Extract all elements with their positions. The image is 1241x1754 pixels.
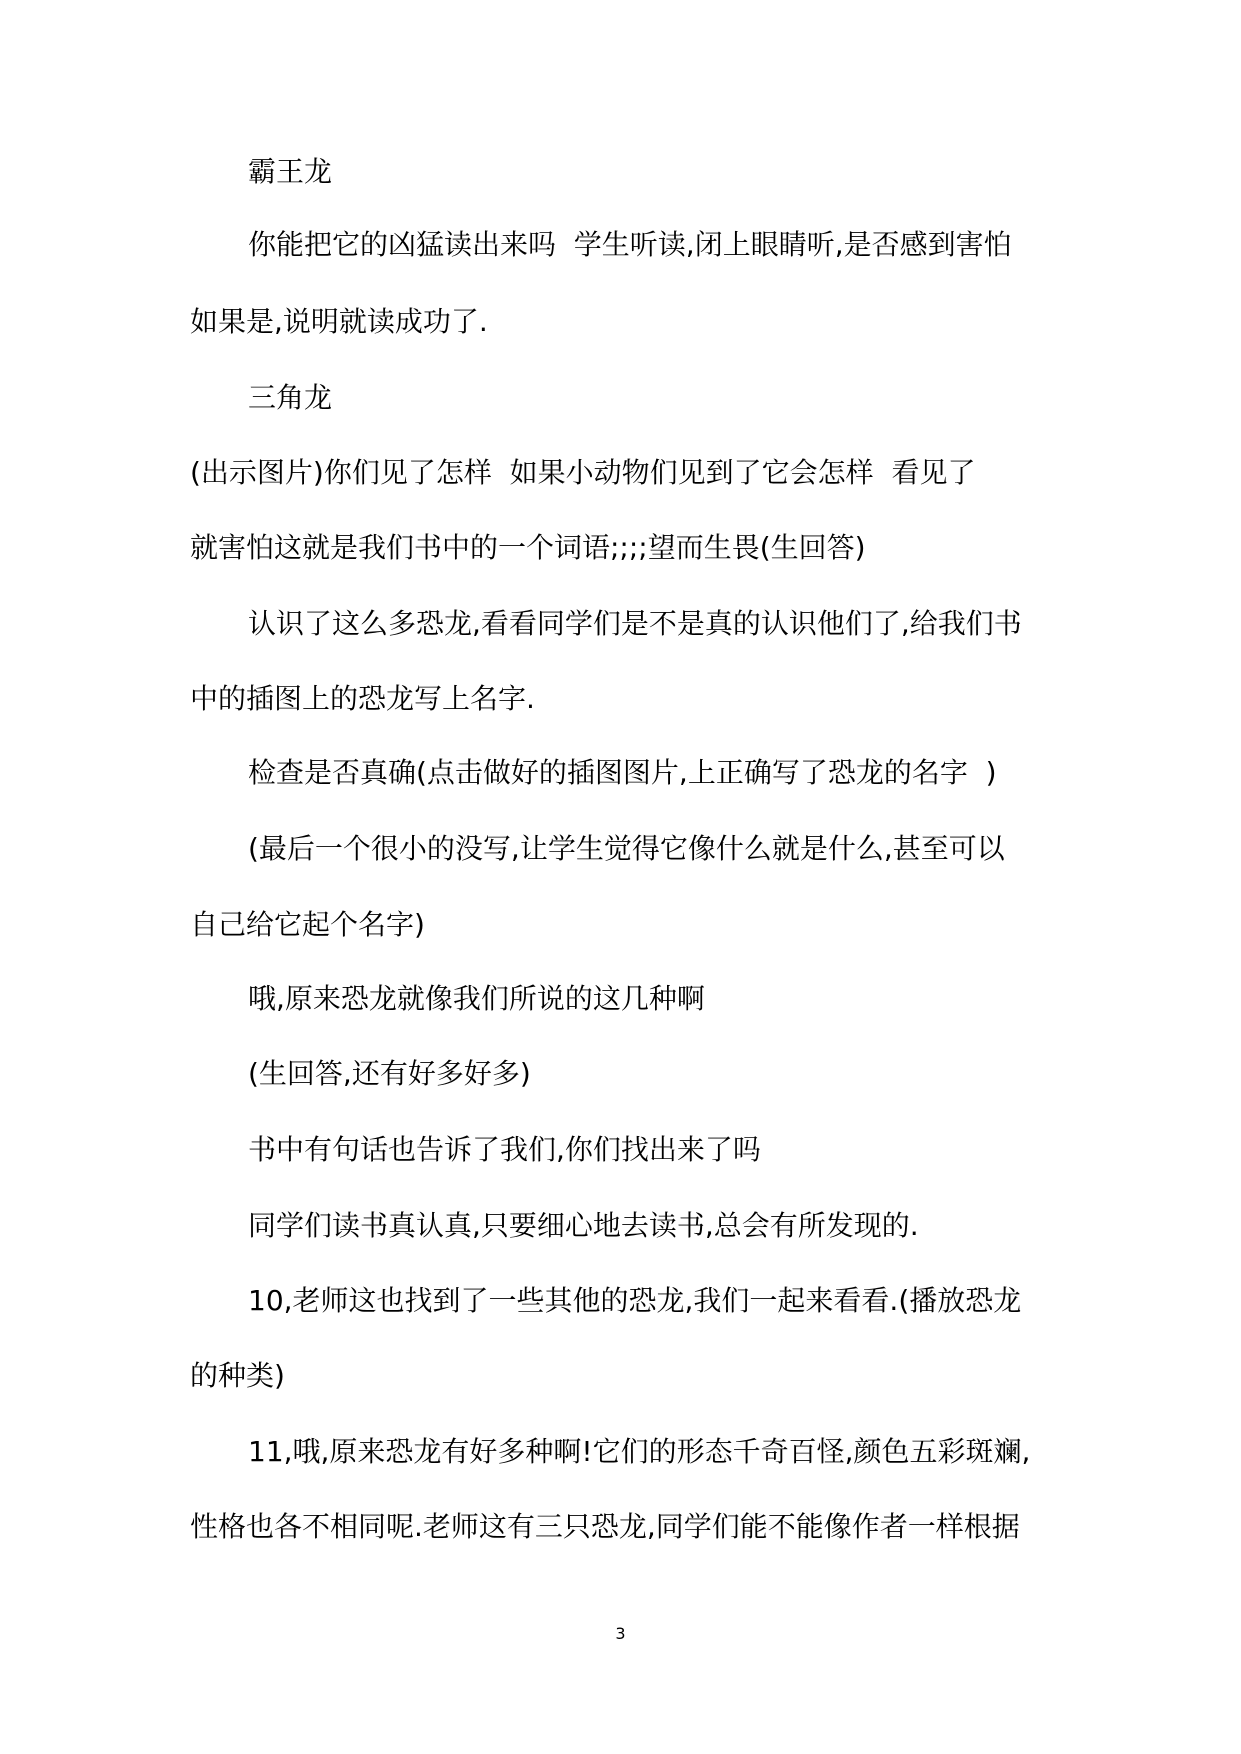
text-line: 三角龙 <box>248 381 333 414</box>
text-line: 自己给它起个名字) <box>190 908 425 941</box>
text-line: 如果是,说明就读成功了. <box>190 305 488 338</box>
text-line: 就害怕这就是我们书中的一个词语;;;;望而生畏(生回答) <box>190 531 866 564</box>
text-line: 认识了这么多恐龙,看看同学们是不是真的认识他们了,给我们书 <box>248 607 1022 640</box>
text-line: (最后一个很小的没写,让学生觉得它像什么就是什么,甚至可以 <box>248 832 1005 865</box>
text-line: 同学们读书真认真,只要细心地去读书,总会有所发现的. <box>248 1209 919 1242</box>
text-line: 中的插图上的恐龙写上名字. <box>190 682 535 715</box>
text-line: (生回答,还有好多好多) <box>248 1057 531 1090</box>
text-line: 性格也各不相同呢.老师这有三只恐龙,同学们能不能像作者一样根据 <box>190 1510 1020 1543</box>
text-line: 你能把它的凶猛读出来吗 学生听读,闭上眼睛听,是否感到害怕 <box>248 228 1012 261</box>
text-line: 书中有句话也告诉了我们,你们找出来了吗 <box>248 1133 761 1166</box>
page-number: 3 <box>615 1624 626 1643</box>
text-line: 哦,原来恐龙就像我们所说的这几种啊 <box>248 982 705 1015</box>
text-line: 10,老师这也找到了一些其他的恐龙,我们一起来看看.(播放恐龙 <box>248 1284 1022 1317</box>
text-line: 霸王龙 <box>248 155 333 188</box>
text-line: 的种类) <box>190 1359 285 1392</box>
text-line: 11,哦,原来恐龙有好多种啊!它们的形态千奇百怪,颜色五彩斑斓, <box>248 1435 1031 1468</box>
text-line: (出示图片)你们见了怎样 如果小动物们见到了它会怎样 看见了 <box>190 456 976 489</box>
text-line: 检查是否真确(点击做好的插图图片,上正确写了恐龙的名字 ) <box>248 756 997 789</box>
